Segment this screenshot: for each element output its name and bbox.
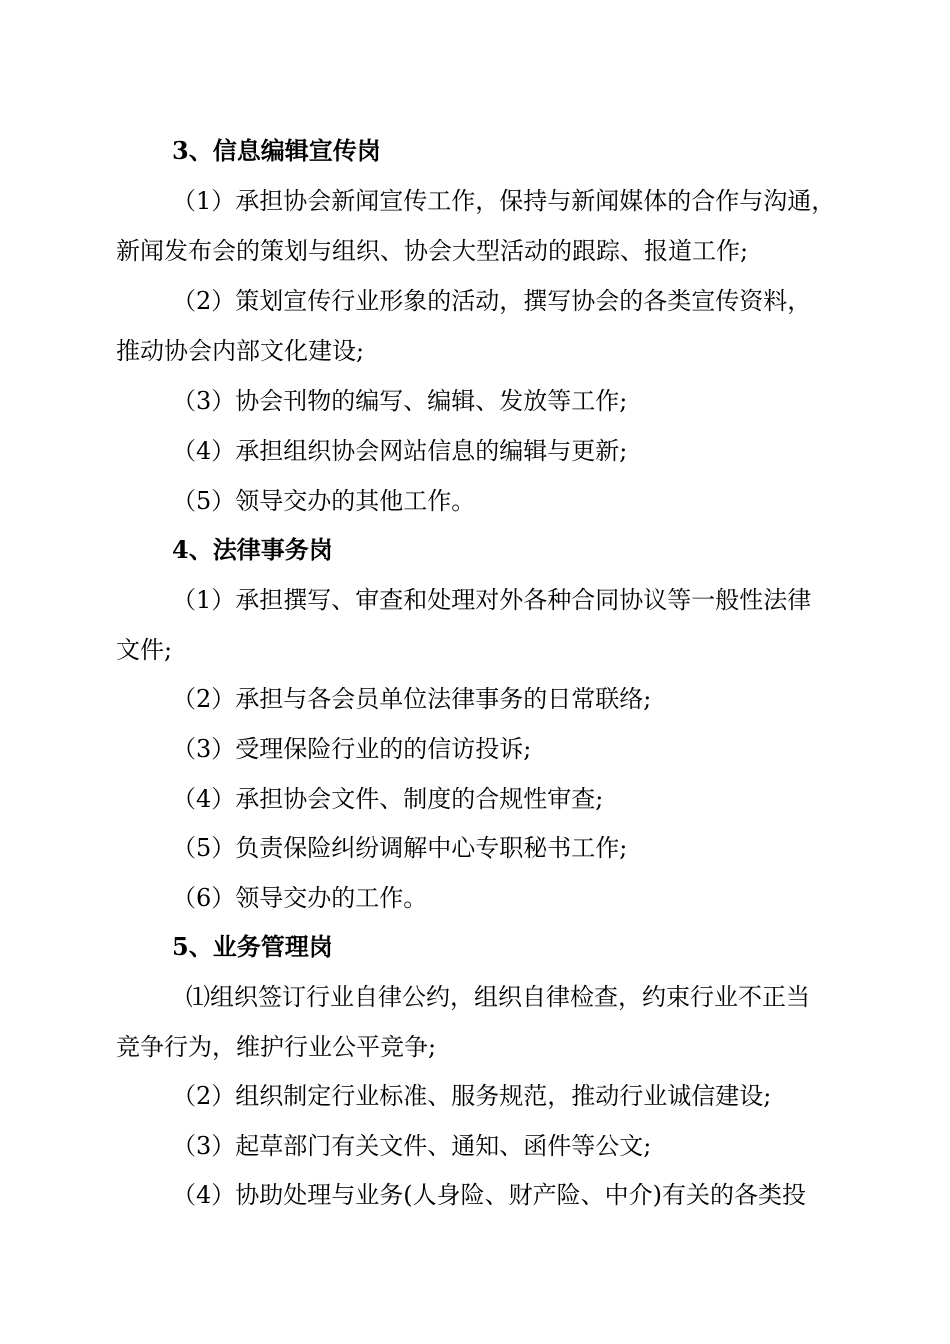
paragraph-line: 文件;: [116, 636, 173, 664]
paragraph-line: （2）承担与各会员单位法律事务的日常联络;: [172, 685, 652, 713]
paragraph-line: （4）协助处理与业务(人身险、财产险、中介)有关的各类投: [172, 1181, 806, 1209]
paragraph-line: 竞争行为，维护行业公平竞争;: [116, 1033, 437, 1061]
paragraph-line: （3）协会刊物的编写、编辑、发放等工作;: [172, 387, 628, 415]
paragraph-line: ⑴组织签订行业自律公约，组织自律检查，约束行业不正当: [186, 983, 810, 1011]
paragraph-line: （4）承担协会文件、制度的合规性审查;: [172, 785, 604, 813]
paragraph-line: （5）负责保险纠纷调解中心专职秘书工作;: [172, 834, 628, 862]
paragraph-line: （2）组织制定行业标准、服务规范，推动行业诚信建设;: [172, 1082, 772, 1110]
paragraph-line: （4）承担组织协会网站信息的编辑与更新;: [172, 437, 628, 465]
paragraph-line: （5）领导交办的其他工作。: [172, 487, 476, 515]
paragraph-line: 推动协会内部文化建设;: [116, 337, 365, 365]
paragraph-line: （1）承担撰写、审查和处理对外各种合同协议等一般性法律: [172, 586, 812, 614]
paragraph-line: （3）受理保险行业的的信访投诉;: [172, 735, 532, 763]
section-heading-5: 5、业务管理岗: [172, 932, 333, 961]
paragraph-line: （6）领导交办的工作。: [172, 884, 428, 912]
section-heading-3: 3、信息编辑宣传岗: [172, 136, 381, 165]
paragraph-line: （3）起草部门有关文件、通知、函件等公文;: [172, 1132, 652, 1160]
paragraph-line: 新闻发布会的策划与组织、协会大型活动的跟踪、报道工作;: [116, 237, 749, 265]
paragraph-line: （1）承担协会新闻宣传工作，保持与新闻媒体的合作与沟通，: [172, 187, 836, 215]
paragraph-line: （2）策划宣传行业形象的活动，撰写协会的各类宣传资料，: [172, 287, 812, 315]
section-heading-4: 4、法律事务岗: [172, 535, 333, 564]
